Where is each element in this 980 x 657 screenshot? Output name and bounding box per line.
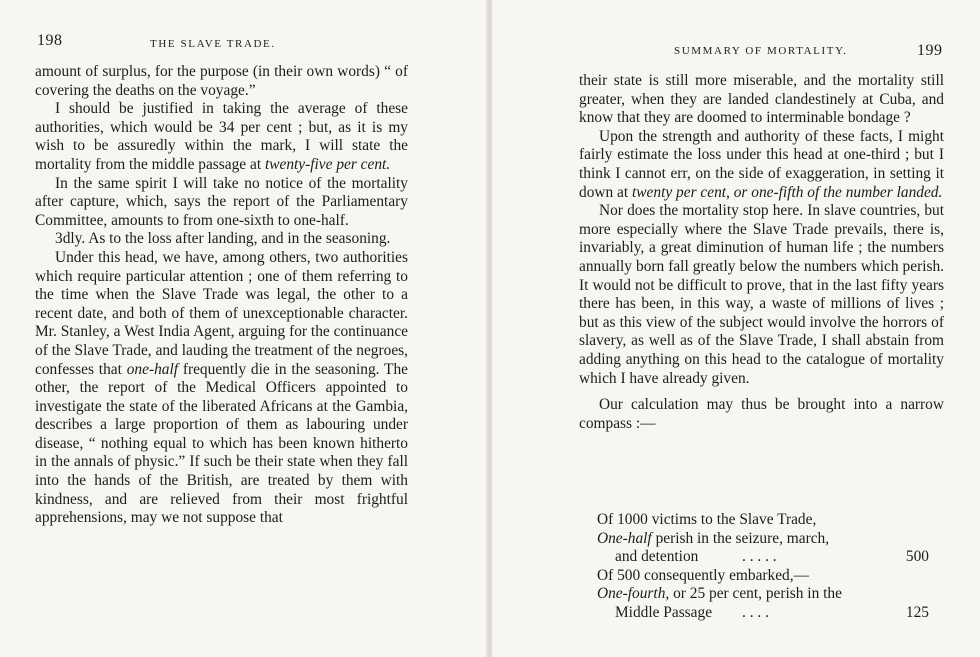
- calc-value-125: 125: [905, 603, 929, 621]
- right-paragraph-2: [579, 128, 944, 202]
- mortality-calculation: [597, 511, 929, 623]
- left-p5-text-a: Under this head, we have, among others, two authorities which require particular attention ; one of them referring to the time when the Slave Trade was legal, the other to a recent date, and both of them of unexceptionable character. Mr. Stanley, a West India Agent, arguing for the continuance of the Slave Trade, and lauding the treatment of the negroes, confesses that: [35, 248, 408, 378]
- calc-row-2: [597, 530, 929, 549]
- left-paragraph-5: [35, 249, 408, 528]
- left-body-text: [35, 63, 408, 528]
- right-page-number: 199: [917, 42, 943, 59]
- left-paragraph-3: [35, 175, 408, 231]
- right-p4-text: Our calculation may thus be brought into a narrow compass :—: [579, 396, 944, 432]
- left-p4-text: 3dly. As to the loss after landing, and in the seasoning.: [55, 230, 391, 248]
- calc-line-6: Middle Passage: [615, 603, 713, 621]
- calc-line-4: Of 500 consequently embarked,—: [597, 566, 809, 584]
- right-paragraph-1: [579, 72, 944, 128]
- calc-row-1: [597, 511, 929, 530]
- right-page: [492, 0, 980, 657]
- calc-value-500: 500: [905, 548, 929, 566]
- calc-row-3: [597, 548, 929, 567]
- left-p2-text: I should be justified in taking the average of these authorities, which would be 34 per cent ; but, as it is my wish to be assuredly within the mark, I will state the mortality from the middle passage at: [35, 100, 408, 173]
- calc-line-5-emphasis: One-fourth,: [597, 585, 670, 603]
- left-p3-text: In the same spirit I will take no notice of the mortality after capture, which, says the report of the Parliamentary Committee, amounts to from one-sixth to one-half.: [35, 174, 408, 229]
- right-p2-text: Upon the strength and authority of these facts, I might fairly estimate the loss under this head at one-third ; but I think I cannot err, on the side of exaggeration, in setting it down at: [579, 127, 944, 201]
- left-page: [0, 0, 488, 657]
- calc-line-2: perish in the seizure, march,: [651, 529, 830, 547]
- calc-line-3: and detention: [615, 548, 699, 566]
- right-p2-emphasis: twenty per cent, or one-fifth of the number landed.: [632, 183, 943, 201]
- right-running-head: SUMMARY OF MORTALITY.: [674, 45, 848, 57]
- calc-row-6: [597, 604, 929, 623]
- left-p2-emphasis: twenty-five per cent.: [264, 155, 391, 173]
- calc-line-1: Of 1000 victims to the Slave Trade,: [597, 511, 817, 528]
- right-paragraph-3: [579, 202, 944, 388]
- calc-line-6-leader: . . . .: [742, 603, 769, 621]
- left-paragraph-4: [35, 230, 408, 249]
- right-paragraph-4: [579, 396, 944, 433]
- left-p1-text: amount of surplus, for the purpose (in their own words) “ of covering the deaths on the voyage.”: [35, 63, 408, 99]
- right-body-text: [579, 72, 944, 433]
- left-paragraph-1: [35, 63, 408, 100]
- calc-line-2-emphasis: One-half: [597, 529, 652, 547]
- calc-line-3-leader: . . . . .: [742, 548, 777, 566]
- left-paragraph-2: [35, 100, 408, 174]
- calc-row-4: [597, 567, 929, 586]
- left-p5-emphasis: one-half: [126, 360, 179, 378]
- calc-line-5: or 25 per cent, perish in the: [669, 585, 842, 603]
- right-p1-text: their state is still more miserable, and the mortality still greater, when they are landed clandestinely at Cuba, and know that they are doomed to interminable bondage ?: [579, 72, 944, 127]
- paragraph-gap: [579, 388, 944, 396]
- left-page-number: 198: [37, 32, 63, 49]
- calc-row-5: [597, 585, 929, 604]
- right-p3-text: Nor does the mortality stop here. In slave countries, but more especially where the Slave Trade prevails, there is, invariably, a great diminution of human life ; the numbers annually born fall greatly below the numbers which perish. It would not be difficult to prove, that in the last fifty years there has been, in this way, a waste of millions of lives ; but as this view of the subject would involve the horrors of slavery, as well as of the Slave Trade, I shall abstain from adding anything on this head to the catalogue of mortality which I have already given.: [579, 202, 944, 387]
- left-p5-text-b: frequently die in the seasoning. The other, the report of the Medical Officers appointed to investigate the state of the liberated Africans at the Gambia, describes a large proportion of them as labouring under disease, “ nothing equal to which has been known hitherto in the annals of physic.” If such be their state when they fall into the hands of the British, are treated by them with kindness, and are relieved from their most frightful apprehensions, may we not suppose that: [35, 360, 408, 527]
- left-running-head: THE SLAVE TRADE.: [150, 38, 276, 50]
